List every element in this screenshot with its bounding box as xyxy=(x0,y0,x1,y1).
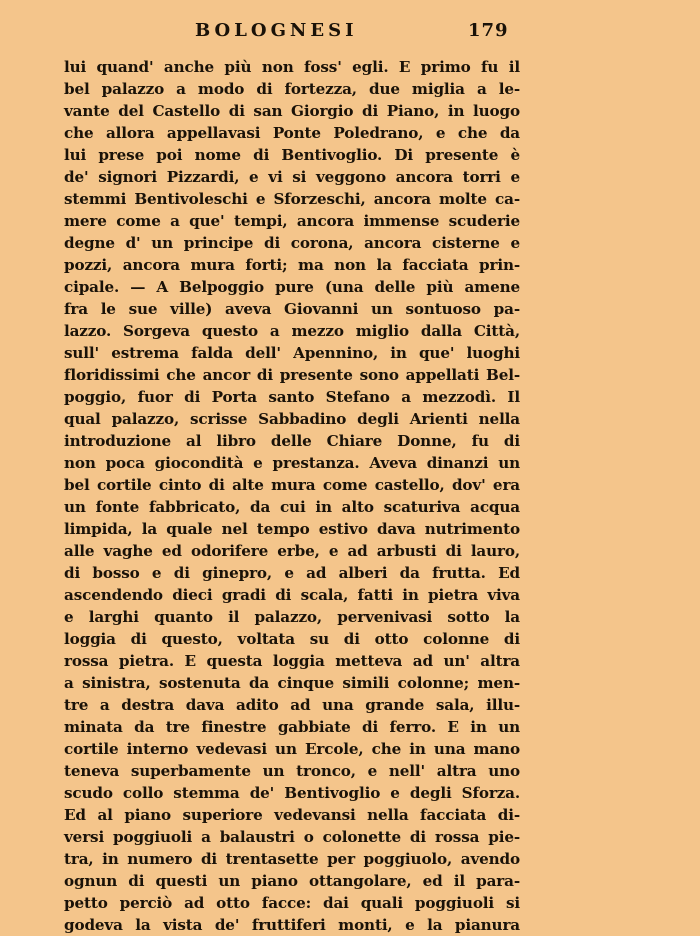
running-head xyxy=(60,20,520,44)
text-line: de' signori Pizzardi, e vi si veggono ancora torri e xyxy=(64,168,520,186)
text-line: loggia di questo, voltata su di otto colonne di xyxy=(64,630,520,648)
text-line: non poca giocondità e prestanza. Aveva dinanzi un xyxy=(64,454,520,472)
text-line: tre a destra dava adito ad una grande sala, illu- xyxy=(64,696,520,714)
text-line: qual palazzo, scrisse Sabbadino degli Arienti nella xyxy=(64,410,520,428)
text-line: vante del Castello di san Giorgio di Piano, in luogo xyxy=(64,102,520,120)
text-line: ascendendo dieci gradi di scala, fatti in pietra viva xyxy=(64,586,520,604)
text-line: limpida, la quale nel tempo estivo dava nutrimento xyxy=(64,520,520,538)
text-line: bel cortile cinto di alte mura come castello, dov' era xyxy=(64,476,520,494)
text-line: teneva superbamente un tronco, e nell' altra uno xyxy=(64,762,520,780)
text-line: alle vaghe ed odorifere erbe, e ad arbusti di lauro, xyxy=(64,542,520,560)
text-line: che allora appellavasi Ponte Poledrano, e che da xyxy=(64,124,520,142)
text-line: minata da tre finestre gabbiate di ferro. E in un xyxy=(64,718,520,736)
text-line: lui quand' anche più non foss' egli. E primo fu il xyxy=(64,58,520,76)
text-line: mere come a que' tempi, ancora immense scuderie xyxy=(64,212,520,230)
text-line: rossa pietra. E questa loggia metteva ad un' altra xyxy=(64,652,520,670)
body-text xyxy=(64,56,520,936)
text-line: versi poggiuoli a balaustri o colonette di rossa pie- xyxy=(64,828,520,846)
text-line: di bosso e di ginepro, e ad alberi da frutta. Ed xyxy=(64,564,520,582)
text-line: Ed al piano superiore vedevansi nella facciata di- xyxy=(64,806,520,824)
text-line: a sinistra, sostenuta da cinque simili colonne; men- xyxy=(64,674,520,692)
text-line: sull' estrema falda dell' Apennino, in que' luoghi xyxy=(64,344,520,362)
text-line: godeva la vista de' fruttiferi monti, e la pianura xyxy=(64,916,520,934)
text-line: cortile interno vedevasi un Ercole, che in una mano xyxy=(64,740,520,758)
text-line: petto perciò ad otto facce: dai quali poggiuoli si xyxy=(64,894,520,912)
text-line: pozzi, ancora mura forti; ma non la facciata prin- xyxy=(64,256,520,274)
text-line: degne d' un principe di corona, ancora cisterne e xyxy=(64,234,520,252)
text-line: floridissimi che ancor di presente sono appellati Bel- xyxy=(64,366,520,384)
text-line: bel palazzo a modo di fortezza, due miglia a le- xyxy=(64,80,520,98)
text-line: introduzione al libro delle Chiare Donne, fu di xyxy=(64,432,520,450)
text-line: un fonte fabbricato, da cui in alto scaturiva acqua xyxy=(64,498,520,516)
text-line: tra, in numero di trentasette per poggiuolo, avendo xyxy=(64,850,520,868)
text-line: lazzo. Sorgeva questo a mezzo miglio dalla Città, xyxy=(64,322,520,340)
page-number: 179 xyxy=(468,20,509,41)
text-line: ognun di questi un piano ottangolare, ed il para- xyxy=(64,872,520,890)
running-head-title: BOLOGNESI xyxy=(195,20,358,41)
text-line: poggio, fuor di Porta santo Stefano a mezzodì. Il xyxy=(64,388,520,406)
text-line: cipale. — A Belpoggio pure (una delle più amene xyxy=(64,278,520,296)
text-line: scudo collo stemma de' Bentivoglio e degli Sforza. xyxy=(64,784,520,802)
text-line: e larghi quanto il palazzo, pervenivasi sotto la xyxy=(64,608,520,626)
text-line: stemmi Bentivoleschi e Sforzeschi, ancora molte ca- xyxy=(64,190,520,208)
text-line: fra le sue ville) aveva Giovanni un sontuoso pa- xyxy=(64,300,520,318)
text-line: lui prese poi nome di Bentivoglio. Di presente è xyxy=(64,146,520,164)
